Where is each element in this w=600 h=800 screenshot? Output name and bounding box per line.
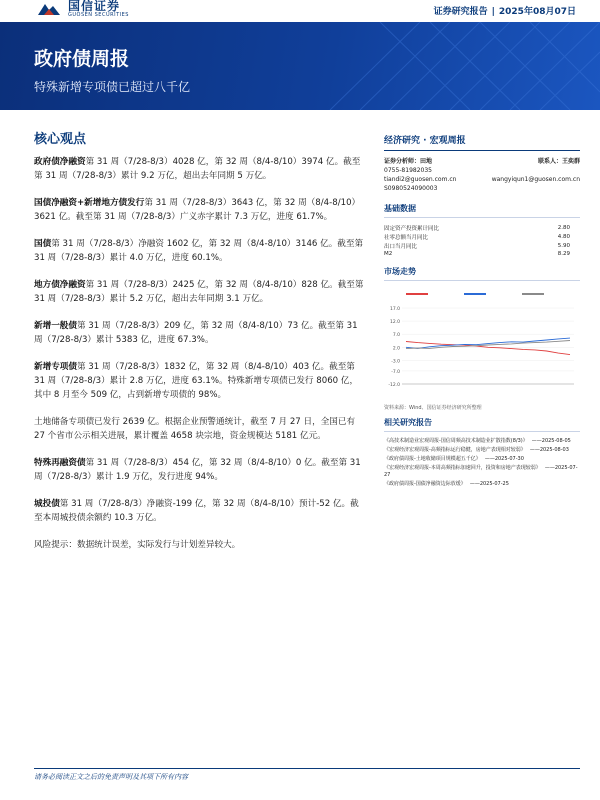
paragraph-lead: 特殊再融资债 <box>34 458 86 468</box>
core-view-paragraph <box>34 155 364 183</box>
paragraph-text: 土地储备专项债已发行 2639 亿。根据企业预警通统计，截至 7 月 27 日，全国已有 27 个省市公示相关进展，累计覆盖 4658 块宗地，资金规模达 5181 亿元。 <box>34 417 356 441</box>
analyst-left <box>384 175 456 184</box>
analyst-right <box>538 157 580 166</box>
related-report-item[interactable] <box>384 456 580 463</box>
paragraph-text: 第 31 周（7/28-8/3）净融资 1602 亿，第 32 周（8/4-8/10）3146 亿。截至第 31 周（7/28-8/3）累计 4.0 万亿，进度 60.1%。 <box>34 239 364 263</box>
y-tick-label: 2.0 <box>392 346 400 352</box>
paragraph-lead: 新增专项债 <box>34 362 77 372</box>
sidebar-title: 经济研究 · 宏观周报 <box>384 133 580 151</box>
paragraph-lead: 地方债净融资 <box>34 280 86 290</box>
paragraph-text: 第 31 周（7/28-8/3）2425 亿，第 32 周（8/4-8/10）828 亿。截至第 31 周（7/28-8/3）累计 5.2 万亿，超出去年同期 3.1 万亿。 <box>34 280 364 304</box>
basic-data-label: M2 <box>384 251 393 258</box>
related-reports-title: 相关研究报告 <box>384 417 580 432</box>
related-report-title: 《高技术制造业宏观周报-国信周频高技术制造业扩散指数(8/3)》 <box>384 437 528 444</box>
company-logo <box>36 0 129 18</box>
related-report-date: ——2025-08-03 <box>529 446 569 453</box>
paragraph-text: 第 31 周（7/28-8/3）209 亿，第 32 周（8/4-8/10）73 亿。截至第 31 周（7/28-8/3）累计 5383 亿，进度 67.3%。 <box>34 321 358 345</box>
basic-data-title: 基础数据 <box>384 203 580 218</box>
core-view-paragraph <box>34 360 364 402</box>
core-view-paragraph <box>34 497 364 525</box>
core-view-paragraph <box>34 415 364 443</box>
report-date: 2025年08月07日 <box>498 7 576 17</box>
core-view-paragraph <box>34 319 364 347</box>
basic-data-row <box>384 251 580 258</box>
related-report-date: ——2025-07-25 <box>469 480 509 487</box>
y-tick-label: 7.0 <box>392 332 400 338</box>
related-report-date: ——2025-07-30 <box>484 455 524 462</box>
report-meta: 证券研究报告 | 2025年08月07日 <box>433 7 576 17</box>
basic-data-row <box>384 232 580 241</box>
report-subtitle: 特殊新增专项债已超过八千亿 <box>34 80 191 94</box>
basic-data-value: 5.90 <box>557 242 570 249</box>
core-views-section <box>34 128 364 565</box>
sidebar <box>384 133 580 490</box>
related-report-item[interactable] <box>384 481 580 488</box>
basic-data-label: 社零总额当月同比 <box>384 234 429 241</box>
analyst-left <box>384 184 437 193</box>
y-tick-label: 17.0 <box>389 306 400 312</box>
core-view-paragraph <box>34 278 364 306</box>
basic-data-row <box>384 223 580 232</box>
paragraph-text: 第 31 周（7/28-8/3）4028 亿，第 32 周（8/4-8/10）3974 亿。截至第 31 周（7/28-8/3）累计 9.2 万亿，超出去年同期 5 万亿。 <box>34 157 361 181</box>
paragraph-lead: 国债净融资+新增地方债发行 <box>34 198 145 208</box>
analyst-row <box>384 157 580 166</box>
related-report-item[interactable] <box>384 447 580 454</box>
analyst-right-value: wangyiqun1@guosen.com.cn <box>491 176 580 183</box>
paragraph-lead: 政府债净融资 <box>34 157 86 167</box>
analyst-right-label: 联系人： <box>537 158 562 165</box>
core-view-paragraph <box>34 456 364 484</box>
core-view-paragraph <box>34 538 364 552</box>
analyst-row <box>384 184 580 193</box>
basic-data-value: 2.80 <box>557 224 570 231</box>
basic-data-label: 出口当月同比 <box>384 243 418 250</box>
footer-disclaimer: 请务必阅读正文之后的免责声明及其项下所有内容 <box>34 768 580 782</box>
analyst-left-label: 证券分析师： <box>384 158 421 165</box>
analyst-right <box>492 175 580 184</box>
basic-data-value: 8.29 <box>557 251 570 258</box>
basic-data-value: 4.80 <box>557 233 570 240</box>
title-banner <box>0 22 600 110</box>
y-tick-label: -7.0 <box>391 369 400 375</box>
market-trend-chart <box>384 286 580 402</box>
paragraph-lead: 城投债 <box>34 499 60 509</box>
analyst-info <box>384 157 580 193</box>
logo-text-cn: 国信证券 <box>68 0 121 13</box>
related-report-title: 《宏观经济宏观周报-高频指标运行稳健，房地产表现相对较弱》 <box>384 446 526 453</box>
section-title: 核心观点 <box>34 132 87 147</box>
analyst-left-value: tiandi2@guosen.com.cn <box>384 176 457 183</box>
related-reports-list <box>384 438 580 488</box>
logo-mark-icon <box>36 1 62 17</box>
basic-data-label: 固定资产投资累计同比 <box>384 225 440 232</box>
market-trend-chart-svg <box>384 286 580 398</box>
paragraph-text: 第 31 周（7/28-8/3）净融资-199 亿，第 32 周（8/4-8/10）预计-52 亿。截至本周城投债余额约 10.3 万亿。 <box>34 499 359 523</box>
y-tick-label: 12.0 <box>389 319 400 325</box>
y-tick-label: -3.0 <box>391 359 400 365</box>
paragraph-lead: 国债 <box>34 239 52 249</box>
basic-data-table <box>384 223 580 258</box>
paragraph-text: 第 31 周（7/28-8/3）3643 亿，第 32 周（8/4-8/10）3621 亿。截至第 31 周（7/28-8/3）广义赤字累计 7.3 万亿，进度 61.7%。 <box>34 198 361 222</box>
basic-data-row <box>384 241 580 250</box>
report-title: 政府债周报 <box>34 48 130 70</box>
chart-source: 资料来源：Wind、国信证券经济研究所整理 <box>384 404 482 411</box>
analyst-row <box>384 175 580 184</box>
related-report-date: ——2025-07-27 <box>384 464 578 478</box>
core-view-paragraph <box>34 196 364 224</box>
core-views-list <box>34 155 364 552</box>
paragraph-text: 第 31 周（7/28-8/3）1832 亿，第 32 周（8/4-8/10）403 亿。截至第 31 周（7/28-8/3）累计 2.8 万亿，进度 63.1%。特殊新增专项债已发行 8060 亿，其中 8 月至今 509 亿，占到新增专项债的 98%。 <box>34 362 359 400</box>
analyst-left-value: 0755-81982035 <box>384 167 432 174</box>
analyst-left <box>384 166 432 175</box>
paragraph-text: 风险提示：数据统计误差，实际发行与计划差异较大。 <box>34 540 241 550</box>
analyst-left-value: S0980524090003 <box>384 185 438 192</box>
related-report-item[interactable] <box>384 438 580 445</box>
analyst-left-value: 田地 <box>420 158 433 165</box>
related-report-title: 《政府债周报-国债净融资边际放缓》 <box>384 480 466 487</box>
paragraph-text: 第 31 周（7/28-8/3）454 亿，第 32 周（8/4-8/10）0 亿。截至第 31 周（7/28-8/3）累计 1.9 万亿，发行进度 94%。 <box>34 458 361 482</box>
report-type: 证券研究报告 <box>433 7 488 17</box>
top-bar <box>0 0 600 22</box>
market-trend-title: 市场走势 <box>384 266 580 281</box>
related-report-date: ——2025-08-05 <box>531 437 571 444</box>
analyst-left <box>384 157 432 166</box>
related-report-title: 《宏观经济宏观周报-本周高频指标加速回升，投资和房地产表现较弱》 <box>384 464 541 471</box>
analyst-right-value: 王奕群 <box>561 158 580 165</box>
related-report-title: 《政府债周报-土地收储项目规模超五千亿》 <box>384 455 481 462</box>
related-report-item[interactable] <box>384 465 580 479</box>
paragraph-lead: 新增一般债 <box>34 321 77 331</box>
y-tick-label: -12.0 <box>388 382 400 388</box>
analyst-row <box>384 166 580 175</box>
logo-text-en: GUOSEN SECURITIES <box>68 12 129 18</box>
core-view-paragraph <box>34 237 364 265</box>
